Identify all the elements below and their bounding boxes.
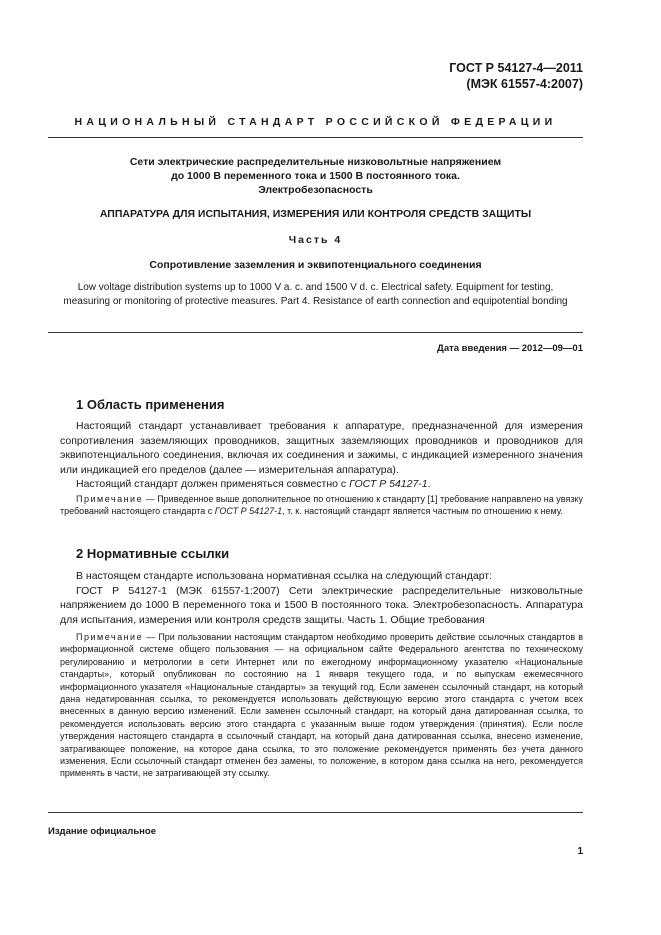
- standard-designation: [449, 60, 583, 92]
- header-rule: [48, 137, 583, 138]
- national-standard-banner: НАЦИОНАЛЬНЫЙ СТАНДАРТ РОССИЙСКОЙ ФЕДЕРАЦИИ: [74, 116, 557, 128]
- footer-rule: [48, 812, 583, 813]
- section-2-paragraph-2: ГОСТ Р 54127-1 (МЭК 61557-1:2007) Сети электрические распределительные низковольтные напряжением до 1000 В переменного тока и 1500 В постоянного тока. Электробезопасность. Аппаратура для испытания, измерения или контроля средств защиты. Часть 1. Общие требования: [60, 584, 583, 626]
- apparatus-title: АППАРАТУРА ДЛЯ ИСПЫТАНИЯ, ИЗМЕРЕНИЯ ИЛИ КОНТРОЛЯ СРЕДСТВ ЗАЩИТЫ: [99, 208, 532, 220]
- note-label: Примечание: [76, 494, 144, 504]
- section-2-note: Примечание — При пользовании настоящим стандартом необходимо проверить действие ссылочных стандартов в информационной системе общего пользования — на официальном сайте Федерального агентства по техническому регулированию и метрологии в сети Интернет или по ежегодному информационному указателю «Национальные стандарты», который опубликован по состоянию на 1 января текущего года, и по выпускам ежемесячного информационного указателя «Национальные стандарты» за текущий год. Если заменен ссылочный стандарт, на который дана недатированная ссылка, то рекомендуется использовать действующую версию этого стандарта с учетом всех внесенных в данную версию изменений. Если заменен ссылочный стандарт, на который дана датированная ссылка, то рекомендуется использовать версию этого стандарта с указанным выше годом утверждения (принятия). Если после утверждения настоящего стандарта в ссылочный стандарт, на который дана датированная ссылка, внесено изменение, затрагивающее положение, на которое дана ссылка, то это положение рекомендуется применять без учета данного изменения. Если ссылочный стандарт отменен без замены, то положение, в котором дана ссылка на него, рекомендуется применять в части, не затрагивающей эту ссылку.: [60, 632, 583, 779]
- section-1-paragraph-2: Настоящий стандарт должен применяться совместно с ГОСТ Р 54127-1.: [76, 478, 431, 490]
- introduction-date: Дата введения — 2012—09—01: [437, 343, 583, 354]
- section-2-body: [60, 569, 583, 627]
- section-2-paragraph-1: В настоящем стандарте использована нормативная ссылка на следующий стандарт:: [76, 570, 493, 582]
- title-ru-line: Электробезопасность: [258, 184, 373, 196]
- section-2-heading: 2 Нормативные ссылки: [76, 546, 230, 561]
- note-label: Примечание: [76, 632, 144, 642]
- section-1-paragraph-1: Настоящий стандарт устанавливает требования к аппаратуре, предназначенной для измерения сопротивления заземляющих проводников, защитных заземляющих проводников и проводников для эквипотенциального соединения, включая их соединения и зажимы, с индикацией измеренного значения или индикацией его пределов (далее — измерительная аппаратура).: [60, 420, 583, 476]
- page-number: 1: [577, 846, 583, 857]
- document-title-en: [48, 281, 583, 309]
- title-ru-line: до 1000 В переменного тока и 1500 В постоянного тока.: [171, 170, 460, 182]
- part-number: Часть 4: [288, 234, 343, 246]
- iec-number: (МЭК 61557-4:2007): [466, 77, 583, 91]
- edition-label: Издание официальное: [48, 826, 156, 837]
- reference-link: ГОСТ Р 54127-1: [214, 506, 283, 517]
- title-en-line: measuring or monitoring of protective measures. Part 4. Resistance of earth connection and equipotential bonding: [63, 296, 568, 307]
- part-subtitle: Сопротивление заземления и эквипотенциального соединения: [149, 259, 482, 271]
- document-title-ru: [48, 155, 583, 197]
- title-ru-line: Сети электрические распределительные низковольтные напряжением: [129, 156, 502, 168]
- section-1-body: [60, 419, 583, 492]
- title-en-line: Low voltage distribution systems up to 1000 V a. c. and 1500 V d. c. Electrical safety. Equipment for testing,: [77, 282, 554, 293]
- section-1-note: Примечание — Приведенное выше дополнительное по отношению к стандарту [1] требование направлено на увязку требований настоящего стандарта с ГОСТ Р 54127-1, т. к. настоящий стандарт является частным по отношению к нему.: [60, 494, 583, 517]
- title-rule: [48, 332, 583, 333]
- reference-link: ГОСТ Р 54127-1: [349, 478, 428, 490]
- gost-number: ГОСТ Р 54127-4—2011: [449, 61, 583, 75]
- section-1-heading: 1 Область применения: [76, 397, 225, 412]
